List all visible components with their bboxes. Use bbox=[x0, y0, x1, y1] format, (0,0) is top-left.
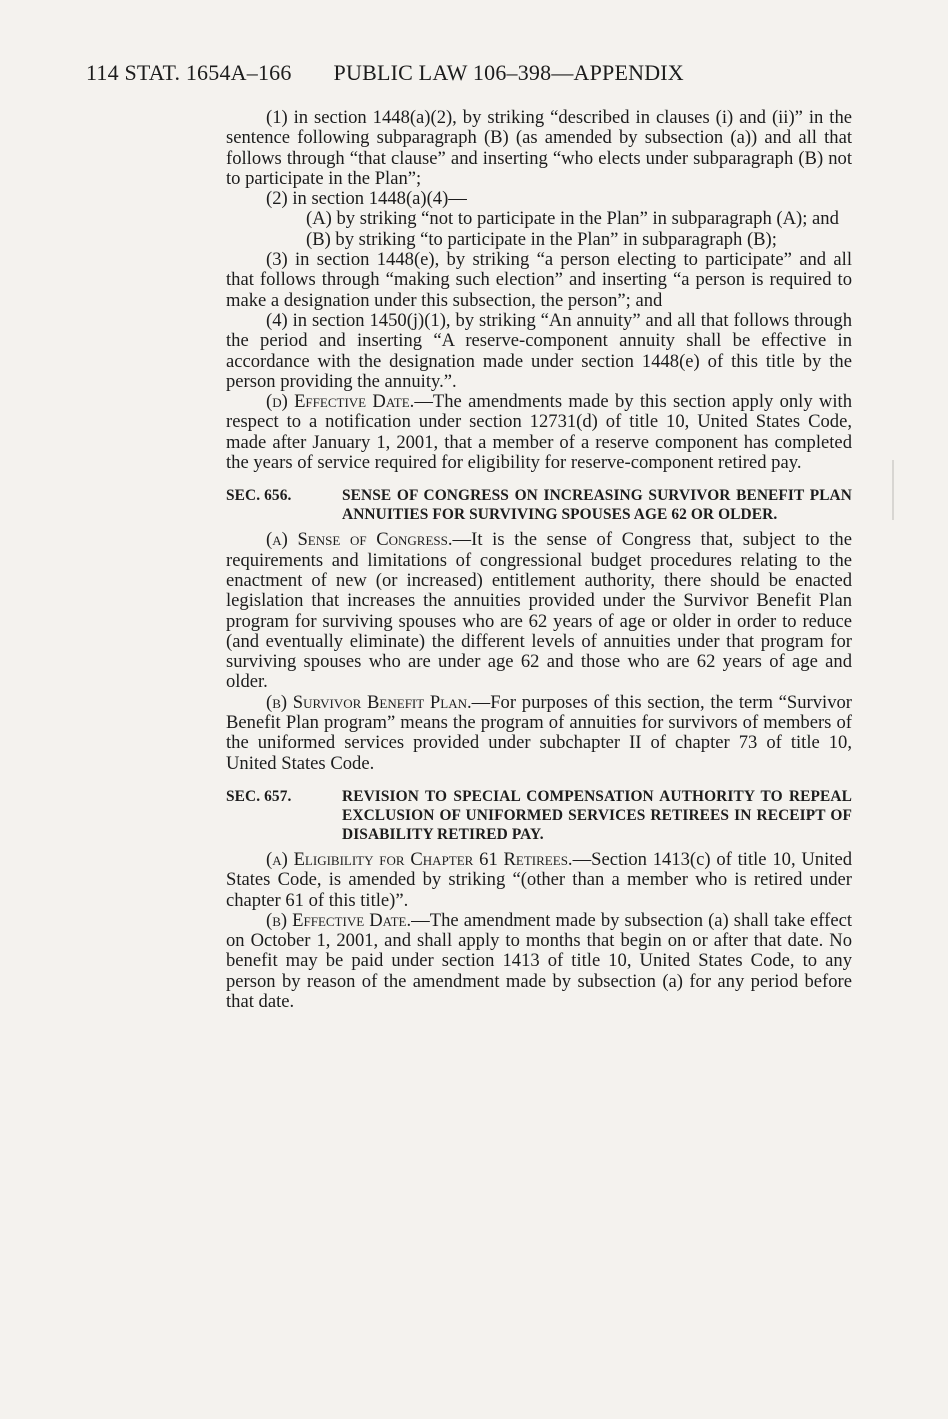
section-657-subsection-a bbox=[226, 850, 852, 911]
law-title: PUBLIC LAW 106–398—APPENDIX bbox=[333, 60, 684, 85]
section-657-b-label: (b) Effective Date. bbox=[266, 909, 412, 931]
section-656-subsection-b bbox=[226, 693, 852, 774]
section-657-number: SEC. 657. bbox=[226, 787, 292, 805]
section-656-title: SENSE OF CONGRESS ON INCREASING SURVIVOR BENEFIT PLAN ANNUITIES FOR SURVIVING SPOUSES AGE 62 OR OLDER. bbox=[342, 487, 852, 524]
section-656-subsection-a bbox=[226, 530, 852, 692]
subparagraph-2b: (B) by striking “to participate in the Plan” in subparagraph (B); bbox=[306, 228, 777, 250]
section-657-a-text: —Section 1413(c) of title 10, United States Code, is amended by striking “(other than a member who is retired under chapter 61 of this title)”. bbox=[226, 848, 852, 911]
subparagraph-2a: (A) by striking “not to participate in the Plan” in subparagraph (A); and bbox=[306, 208, 839, 230]
section-656-b-label: (b) Survivor Benefit Plan. bbox=[266, 691, 472, 713]
section-656-number: SEC. 656. bbox=[226, 487, 292, 505]
section-657-title: REVISION TO SPECIAL COMPENSATION AUTHORITY TO REPEAL EXCLUSION OF UNIFORMED SERVICES RETIREES IN RECEIPT OF DISABILITY RETIRED PAY. bbox=[342, 787, 852, 843]
document-body bbox=[226, 108, 852, 1012]
section-657-heading bbox=[226, 787, 852, 844]
subsection-d bbox=[226, 392, 852, 473]
section-657-a-label: (a) Eligibility for Chapter 61 Retirees. bbox=[266, 848, 573, 870]
section-656-heading bbox=[226, 486, 852, 524]
section-656-a-text: —It is the sense of Congress that, subject to the requirements and limitations of congressional budget procedures relating to the enactment of new (or increased) entitlement authority, there should be enacted legislation that increases the annuities provided under the Survivor Benefit Plan program for surviving spouses who are 62 years of age or older in order to reduce (and eventually eliminate) the different levels of annuities under that program for surviving spouses who are under age 62 and those who are 62 years of age and older. bbox=[226, 529, 852, 693]
section-657-b-text: —The amendment made by subsection (a) shall take effect on October 1, 2001, and shall apply to months that begin on or after that date. No benefit may be paid under section 1413 of title 10, United States Code, to any person by reason of the amendment made by subsection (a) for any period before that date. bbox=[226, 909, 852, 1012]
paragraph-2: (2) in section 1448(a)(4)— bbox=[266, 188, 467, 210]
subsection-d-label: (d) Effective Date. bbox=[266, 391, 415, 413]
paragraph-3: (3) in section 1448(e), by striking “a person electing to participate” and all that follows through “making such election” and inserting “a person is required to make a designation under this subsection, the person”; and bbox=[226, 249, 852, 311]
section-656-a-label: (a) Sense of Congress. bbox=[266, 529, 453, 551]
scan-edge-mark bbox=[892, 460, 894, 520]
section-657-subsection-b bbox=[226, 911, 852, 1012]
paragraph-1: (1) in section 1448(a)(2), by striking “described in clauses (i) and (ii)” in the sentence following subparagraph (B) (as amended by subsection (a)) and all that follows through “that clause” and inserting “who elects under subparagraph (B) not to participate in the Plan”; bbox=[226, 107, 852, 189]
stat-citation: 114 STAT. 1654A–166 bbox=[86, 60, 292, 85]
paragraph-4: (4) in section 1450(j)(1), by striking “An annuity” and all that follows through the period and inserting “A reserve-component annuity shall be effective in accordance with the designation made under section 1448(e) of this title by the person providing the annuity.”. bbox=[226, 309, 852, 392]
section-656-b-text: —For purposes of this section, the term “Survivor Benefit Plan program” means the program of annuities for survivors of members of the uniformed services provided under subchapter II of chapter 73 of title 10, United States Code. bbox=[226, 691, 852, 774]
running-header bbox=[86, 60, 684, 86]
subsection-d-text: —The amendments made by this section apply only with respect to a notification under section 12731(d) of title 10, United States Code, made after January 1, 2001, that a member of a reserve component has completed the years of service required for eligibility for reserve-component retired pay. bbox=[226, 391, 852, 474]
